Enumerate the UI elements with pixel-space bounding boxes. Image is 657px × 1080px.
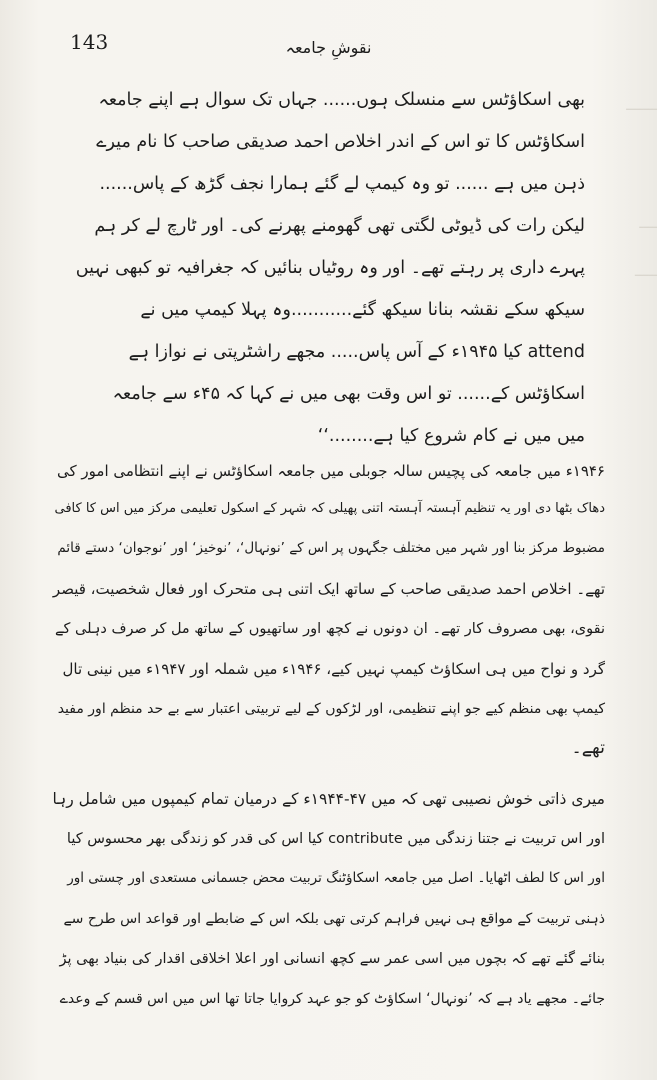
paragraph-line: ذہنی تربیت کے مواقع ہی نہیں فراہم کرتی تھی بلکہ اس کے ضابطے اور قواعد اس طرح سے [63, 911, 605, 927]
bleed-through-mark: ـــــــ [626, 96, 657, 114]
quote-line: میں میں نے کام شروع کیا ہے........‘‘ [317, 426, 585, 446]
quote-line: بھی اسکاؤٹس سے منسلک ہوں...... جہاں تک سوال ہے اپنے جامعہ [98, 90, 585, 110]
paragraph-line: گرد و نواح میں ہی اسکاؤٹ کیمپ نہیں کیے، ۱۹۴۶ء میں شملہ اور ۱۹۴۷ء میں نینی تال [62, 660, 605, 678]
paragraph-line: دھاک بٹھا دی اور یہ تنظیم آہستہ آہستہ اتنی پھیلی کہ شہر کے اسکول تعلیمی مرکز میں اس کا کافی [54, 501, 605, 516]
running-head: نقوشِ جامعہ [285, 38, 372, 57]
quote-line: پہرے داری پر رہتے تھے۔ اور وہ روٹیاں بنائیں کہ جغرافیہ تو کبھی نہیں [75, 258, 585, 278]
paragraph-line: نقوی، بھی مصروف کار تھے۔ ان دونوں نے کچھ اور ساتھیوں کے ساتھ مل کر صرف دہلی کے [55, 621, 605, 637]
paragraph-line: مضبوط مرکز بنا اور شہر میں مختلف جگہوں پر اس کے ’نونہال‘، ’نوخیز‘ اور ’نوجوان‘ دستے قائم [57, 540, 605, 556]
bleed-through-mark: ــــ [639, 214, 657, 232]
paragraph-line: تھے۔ [571, 738, 605, 758]
paragraph-line: ۱۹۴۶ء میں جامعہ کی پچیس سالہ جوبلی میں جامعہ اسکاؤٹس نے اپنے انتظامی امور کی [57, 462, 605, 480]
page-number: 143 [70, 30, 109, 54]
quote-line: اسکاؤٹس کا تو اس کے اندر اخلاص احمد صدیقی صاحب کا نام میرے [96, 132, 585, 152]
paragraph-line: میری ذاتی خوش نصیبی تھی کہ میں ۴۷-۱۹۴۴ء کے درمیان تمام کیمپوں میں شامل رہا [52, 790, 605, 808]
quote-line: اسکاؤٹس کے...... تو اس وقت بھی میں نے کہا کہ ۴۵ء سے جامعہ [112, 384, 585, 404]
quote-line: سیکھ سکے نقشہ بنانا سیکھ گئے...........وہ پہلا کیمپ میں نے [140, 300, 585, 320]
paragraph-line: اور اس کا لطف اٹھایا۔ اصل میں جامعہ اسکاؤٹنگ تربیت محض جسمانی مستعدی اور چستی اور [67, 870, 605, 886]
paragraph-line: اور اس تربیت نے جتنا زندگی میں contribute کیا اس کی قدر کو زندگی بھر محسوس کیا [66, 831, 605, 847]
quote-line: ذہن میں ہے ...... تو وہ کیمپ لے گئے ہمارا نجف گڑھ کے پاس...... [99, 174, 585, 194]
paragraph-line: بنائے گئے تھے کہ بچوں میں اسی عمر سے کچھ انسانی اور اعلا اخلاقی اقدار کی بنیاد بھی پڑ [59, 951, 605, 967]
bleed-through-mark: ـــــ [635, 262, 657, 280]
quote-line: لیکن رات کی ڈیوٹی لگتی تھی گھومنے پھرنے کی۔ اور ٹارچ لے کر ہم [94, 216, 585, 236]
paragraph-line: تھے۔ اخلاص احمد صدیقی صاحب کے ساتھ ایک اتنی ہی متحرک اور فعال شخصیت، قیصر [52, 580, 605, 598]
quote-line: attend کیا ۱۹۴۵ء کے آس پاس..... مجھے راشٹرپتی نے نوازا ہے [128, 342, 585, 362]
paragraph-line: جائے۔ مجھے یاد ہے کہ ’نونہال‘ اسکاؤٹ کو جو عہد کروایا جاتا تھا اس میں اس قسم کے وعدے [59, 991, 605, 1007]
paragraph-line: کیمپ بھی منظم کیے جو اپنے تنظیمی، اور لڑکوں کے لیے تربیتی اعتبار سے بے حد منظم اور مفید [57, 701, 605, 717]
